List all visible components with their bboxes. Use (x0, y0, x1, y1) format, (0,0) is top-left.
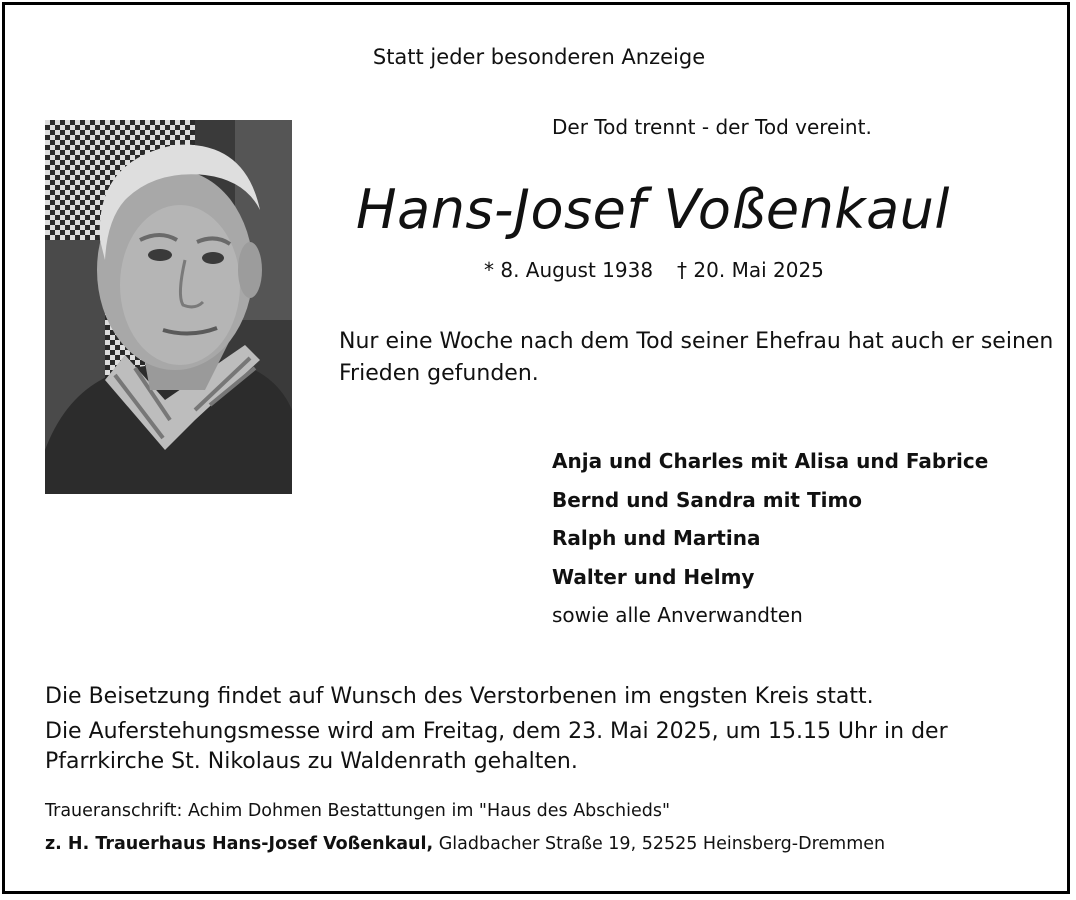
funeral-notice (45, 682, 1045, 782)
motto-text: Der Tod trennt - der Tod vereint. (552, 115, 872, 139)
address-line-1: Traueranschrift: Achim Dohmen Bestattungen im "Haus des Abschieds" (45, 801, 671, 821)
mourner-entry: Walter und Helmy (552, 564, 755, 589)
mourner-entry: Bernd und Sandra mit Timo (552, 487, 863, 512)
mourners-closing: sowie alle Anverwandten (552, 603, 803, 627)
deceased-name: Hans-Josef Voßenkaul (356, 178, 950, 241)
address-street: Gladbacher Straße 19, 52525 Heinsberg-Dremmen (438, 834, 886, 854)
burial-text: Die Beisetzung findet auf Wunsch des Verstorbenen im engsten Kreis statt. (45, 684, 874, 709)
life-dates (484, 258, 824, 282)
mourner-entry: Ralph und Martina (552, 526, 761, 550)
address-recipient: z. H. Trauerhaus Hans-Josef Voßenkaul, (45, 834, 434, 854)
mourner-entry: Anja und Charles mit Alisa und Fabrice (552, 449, 989, 473)
birth-date: * 8. August 1938 (484, 258, 654, 282)
mourning-address (45, 795, 885, 861)
header-text: Statt jeder besonderen Anzeige (372, 45, 706, 69)
mourners-list (552, 442, 988, 635)
address-line-2 (45, 828, 885, 861)
mass-text: Die Auferstehungsmesse wird am Freitag, dem 23. Mai 2025, um 15.15 Uhr in der Pfarrkirche St. Nikolaus zu Waldenrath gehalten. (45, 719, 948, 774)
portrait-photo (45, 120, 292, 494)
message-text: Nur eine Woche nach dem Tod seiner Ehefrau hat auch er seinen Frieden gefunden. (339, 329, 1054, 386)
death-date: † 20. Mai 2025 (677, 258, 824, 282)
